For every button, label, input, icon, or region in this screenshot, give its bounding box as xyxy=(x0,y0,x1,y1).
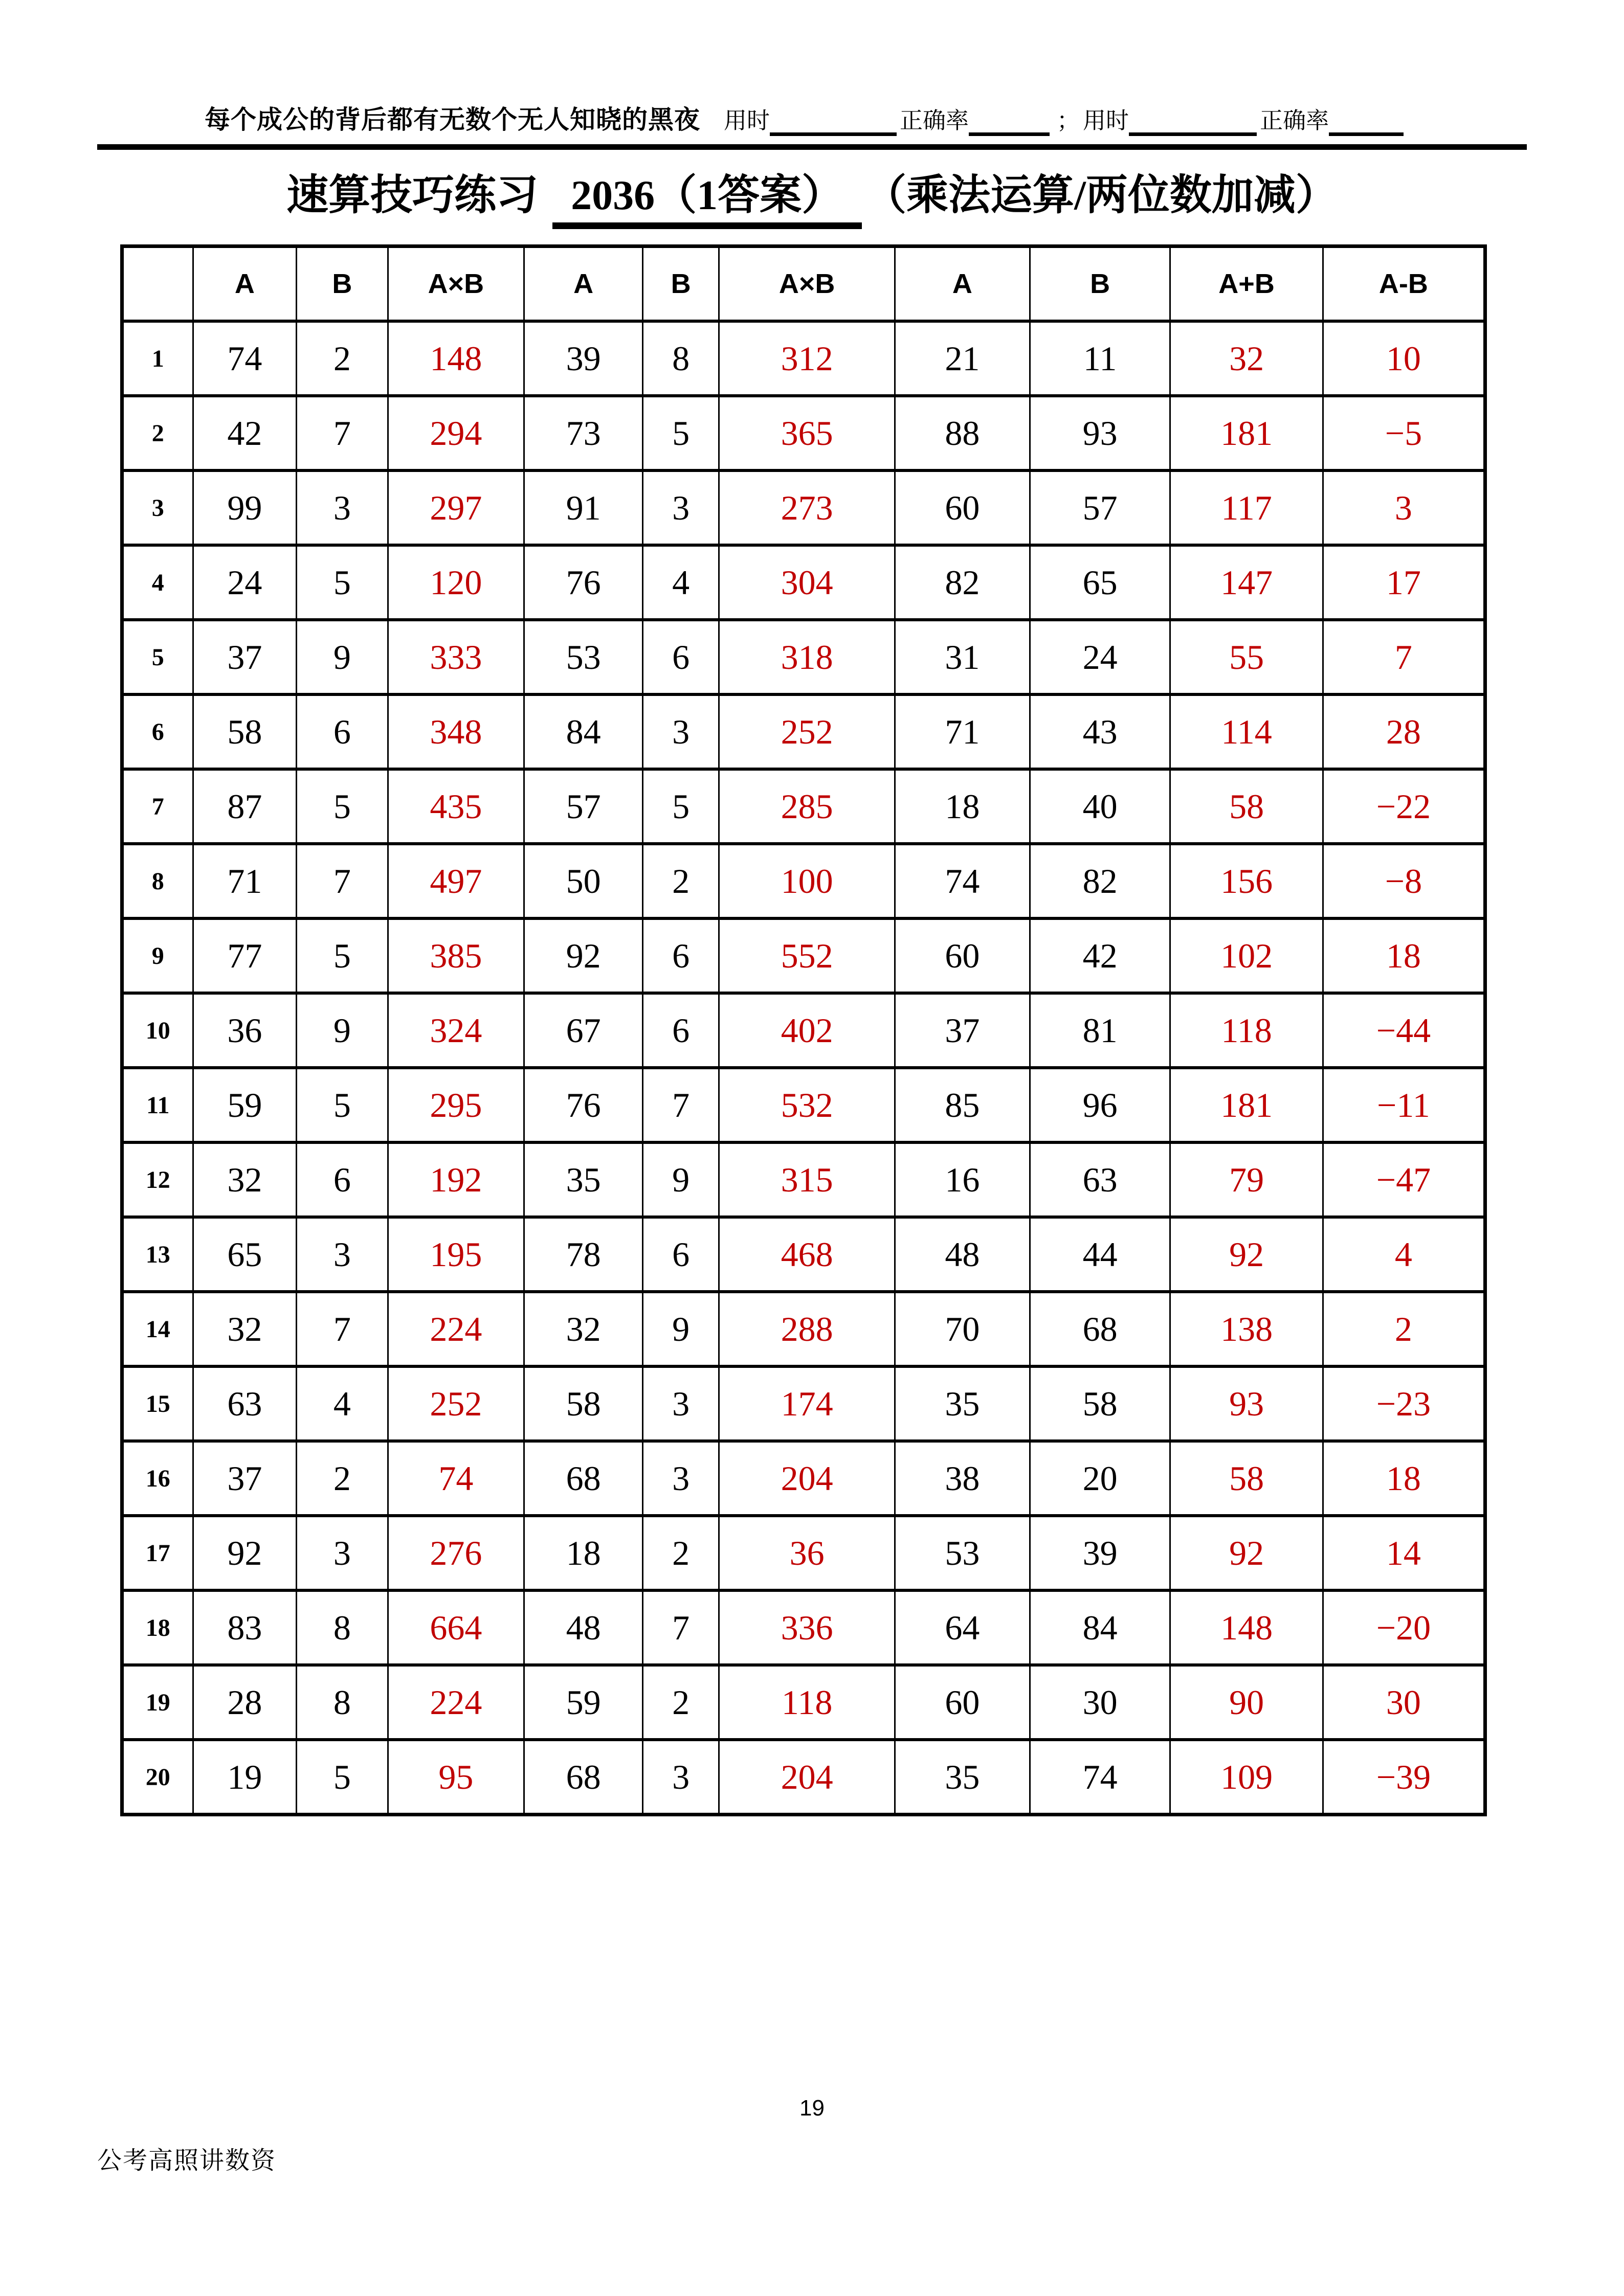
value-cell: 3 xyxy=(297,1217,388,1292)
answer-cell: 32 xyxy=(1170,321,1323,396)
value-cell: 53 xyxy=(895,1516,1030,1590)
answer-cell: 17 xyxy=(1323,545,1485,620)
answer-cell: 100 xyxy=(719,844,895,918)
time-label-2: 用时 xyxy=(1083,108,1129,133)
answer-cell: −23 xyxy=(1323,1366,1485,1441)
answer-cell: 117 xyxy=(1170,470,1323,545)
value-cell: 21 xyxy=(895,321,1030,396)
value-cell: 7 xyxy=(643,1590,719,1665)
value-cell: 50 xyxy=(524,844,643,918)
title-prefix: 速算技巧练习 xyxy=(286,172,539,218)
answer-cell: 148 xyxy=(1170,1590,1323,1665)
column-header: B xyxy=(643,246,719,322)
motto-text: 每个成公的背后都有无数个无人知晓的黑夜 xyxy=(205,105,700,134)
value-cell: 58 xyxy=(193,694,297,769)
value-cell: 6 xyxy=(297,1142,388,1217)
answer-cell: 295 xyxy=(388,1068,524,1142)
column-header: A xyxy=(895,246,1030,322)
table-row xyxy=(122,1217,1485,1292)
value-cell: 6 xyxy=(297,694,388,769)
answer-cell: 114 xyxy=(1170,694,1323,769)
value-cell: 4 xyxy=(643,545,719,620)
answer-cell: 252 xyxy=(388,1366,524,1441)
value-cell: 82 xyxy=(1030,844,1170,918)
answer-cell: −11 xyxy=(1323,1068,1485,1142)
answer-cell: 273 xyxy=(719,470,895,545)
answer-cell: −39 xyxy=(1323,1740,1485,1815)
value-cell: 28 xyxy=(193,1665,297,1740)
value-cell: 6 xyxy=(643,918,719,993)
answer-cell: 204 xyxy=(719,1441,895,1516)
answer-cell: 147 xyxy=(1170,545,1323,620)
answer-cell: 304 xyxy=(719,545,895,620)
answer-cell: 156 xyxy=(1170,844,1323,918)
row-number-cell: 1 xyxy=(122,321,193,396)
answer-cell: −8 xyxy=(1323,844,1485,918)
value-cell: 32 xyxy=(193,1142,297,1217)
value-cell: 3 xyxy=(643,1740,719,1815)
value-cell: 38 xyxy=(895,1441,1030,1516)
value-cell: 5 xyxy=(643,769,719,844)
answer-cell: 14 xyxy=(1323,1516,1485,1590)
table-row xyxy=(122,1068,1485,1142)
value-cell: 6 xyxy=(643,620,719,694)
value-cell: 88 xyxy=(895,396,1030,470)
value-cell: 5 xyxy=(297,918,388,993)
value-cell: 3 xyxy=(643,1366,719,1441)
value-cell: 40 xyxy=(1030,769,1170,844)
table-row xyxy=(122,1292,1485,1366)
value-cell: 5 xyxy=(643,396,719,470)
answer-cell: 28 xyxy=(1323,694,1485,769)
page-title xyxy=(0,162,1624,221)
answer-cell: 435 xyxy=(388,769,524,844)
value-cell: 3 xyxy=(297,1516,388,1590)
answer-cell: 285 xyxy=(719,769,895,844)
answer-cell: 55 xyxy=(1170,620,1323,694)
column-header: B xyxy=(297,246,388,322)
answer-cell: 224 xyxy=(388,1292,524,1366)
table-row xyxy=(122,1665,1485,1740)
value-cell: 5 xyxy=(297,1740,388,1815)
accuracy-label-2: 正确率 xyxy=(1260,108,1329,133)
table-row xyxy=(122,396,1485,470)
table-row xyxy=(122,1366,1485,1441)
value-cell: 59 xyxy=(193,1068,297,1142)
table-row xyxy=(122,769,1485,844)
value-cell: 19 xyxy=(193,1740,297,1815)
answer-cell: 532 xyxy=(719,1068,895,1142)
answer-cell: 92 xyxy=(1170,1217,1323,1292)
value-cell: 24 xyxy=(1030,620,1170,694)
table-row xyxy=(122,1590,1485,1665)
value-cell: 18 xyxy=(895,769,1030,844)
page-number: 19 xyxy=(799,2096,825,2121)
column-header: A+B xyxy=(1170,246,1323,322)
answer-cell: 312 xyxy=(719,321,895,396)
answer-cell: 18 xyxy=(1323,918,1485,993)
value-cell: 74 xyxy=(1030,1740,1170,1815)
value-cell: 58 xyxy=(524,1366,643,1441)
value-cell: 6 xyxy=(643,1217,719,1292)
answer-cell: 224 xyxy=(388,1665,524,1740)
answer-cell: 36 xyxy=(719,1516,895,1590)
table-row xyxy=(122,1142,1485,1217)
table-row xyxy=(122,694,1485,769)
value-cell: 93 xyxy=(1030,396,1170,470)
value-cell: 44 xyxy=(1030,1217,1170,1292)
answer-cell: 181 xyxy=(1170,396,1323,470)
value-cell: 32 xyxy=(524,1292,643,1366)
value-cell: 67 xyxy=(524,993,643,1068)
value-cell: 5 xyxy=(297,1068,388,1142)
table-row xyxy=(122,1441,1485,1516)
answer-cell: 3 xyxy=(1323,470,1485,545)
value-cell: 48 xyxy=(895,1217,1030,1292)
table-row xyxy=(122,321,1485,396)
value-cell: 87 xyxy=(193,769,297,844)
answer-cell: 2 xyxy=(1323,1292,1485,1366)
value-cell: 3 xyxy=(643,694,719,769)
row-number-cell: 13 xyxy=(122,1217,193,1292)
row-number-cell: 5 xyxy=(122,620,193,694)
table-row xyxy=(122,470,1485,545)
answer-cell: 92 xyxy=(1170,1516,1323,1590)
value-cell: 3 xyxy=(643,1441,719,1516)
table-row xyxy=(122,1740,1485,1815)
value-cell: 96 xyxy=(1030,1068,1170,1142)
value-cell: 7 xyxy=(643,1068,719,1142)
separator-text: ； xyxy=(1057,108,1080,133)
value-cell: 37 xyxy=(193,1441,297,1516)
value-cell: 92 xyxy=(193,1516,297,1590)
answer-cell: 4 xyxy=(1323,1217,1485,1292)
value-cell: 99 xyxy=(193,470,297,545)
answer-cell: 174 xyxy=(719,1366,895,1441)
value-cell: 43 xyxy=(1030,694,1170,769)
value-cell: 68 xyxy=(524,1441,643,1516)
value-cell: 16 xyxy=(895,1142,1030,1217)
table-row xyxy=(122,1516,1485,1590)
value-cell: 35 xyxy=(524,1142,643,1217)
answer-cell: 118 xyxy=(1170,993,1323,1068)
answer-cell: 385 xyxy=(388,918,524,993)
answer-cell: 118 xyxy=(719,1665,895,1740)
answer-cell: 102 xyxy=(1170,918,1323,993)
value-cell: 2 xyxy=(643,1665,719,1740)
footer-brand: 公考高照讲数资 xyxy=(97,2147,277,2174)
value-cell: 35 xyxy=(895,1740,1030,1815)
value-cell: 24 xyxy=(193,545,297,620)
answer-cell: 90 xyxy=(1170,1665,1323,1740)
value-cell: 3 xyxy=(643,470,719,545)
value-cell: 7 xyxy=(297,396,388,470)
answer-cell: 10 xyxy=(1323,321,1485,396)
accuracy-blank-2 xyxy=(1329,109,1404,136)
row-number-cell: 4 xyxy=(122,545,193,620)
score-fields xyxy=(721,108,1404,133)
header-divider xyxy=(97,144,1527,150)
value-cell: 60 xyxy=(895,470,1030,545)
value-cell: 3 xyxy=(297,470,388,545)
row-number-cell: 18 xyxy=(122,1590,193,1665)
value-cell: 63 xyxy=(193,1366,297,1441)
answer-cell: 348 xyxy=(388,694,524,769)
answer-cell: 58 xyxy=(1170,769,1323,844)
answer-cell: 181 xyxy=(1170,1068,1323,1142)
answer-cell: 497 xyxy=(388,844,524,918)
answer-cell: 297 xyxy=(388,470,524,545)
value-cell: 59 xyxy=(524,1665,643,1740)
column-header: B xyxy=(1030,246,1170,322)
answer-cell: −47 xyxy=(1323,1142,1485,1217)
value-cell: 35 xyxy=(895,1366,1030,1441)
value-cell: 4 xyxy=(297,1366,388,1441)
answer-cell: 365 xyxy=(719,396,895,470)
row-number-cell: 9 xyxy=(122,918,193,993)
column-header: A xyxy=(193,246,297,322)
value-cell: 42 xyxy=(1030,918,1170,993)
table-row xyxy=(122,545,1485,620)
value-cell: 76 xyxy=(524,545,643,620)
answer-cell: 195 xyxy=(388,1217,524,1292)
value-cell: 8 xyxy=(297,1590,388,1665)
column-header: A×B xyxy=(719,246,895,322)
row-number-cell: 2 xyxy=(122,396,193,470)
value-cell: 84 xyxy=(1030,1590,1170,1665)
value-cell: 32 xyxy=(193,1292,297,1366)
value-cell: 42 xyxy=(193,396,297,470)
answer-cell: 58 xyxy=(1170,1441,1323,1516)
value-cell: 20 xyxy=(1030,1441,1170,1516)
row-number-cell: 8 xyxy=(122,844,193,918)
row-number-cell: 15 xyxy=(122,1366,193,1441)
answer-cell: 288 xyxy=(719,1292,895,1366)
value-cell: 81 xyxy=(1030,993,1170,1068)
value-cell: 8 xyxy=(297,1665,388,1740)
value-cell: 2 xyxy=(643,844,719,918)
value-cell: 36 xyxy=(193,993,297,1068)
answer-cell: 336 xyxy=(719,1590,895,1665)
row-number-cell: 16 xyxy=(122,1441,193,1516)
value-cell: 65 xyxy=(1030,545,1170,620)
value-cell: 7 xyxy=(297,844,388,918)
value-cell: 11 xyxy=(1030,321,1170,396)
answer-cell: 664 xyxy=(388,1590,524,1665)
value-cell: 6 xyxy=(643,993,719,1068)
row-number-cell: 20 xyxy=(122,1740,193,1815)
answer-cell: 148 xyxy=(388,321,524,396)
value-cell: 71 xyxy=(193,844,297,918)
value-cell: 60 xyxy=(895,1665,1030,1740)
answer-cell: 79 xyxy=(1170,1142,1323,1217)
value-cell: 9 xyxy=(643,1292,719,1366)
value-cell: 83 xyxy=(193,1590,297,1665)
value-cell: 76 xyxy=(524,1068,643,1142)
value-cell: 30 xyxy=(1030,1665,1170,1740)
value-cell: 31 xyxy=(895,620,1030,694)
value-cell: 58 xyxy=(1030,1366,1170,1441)
answer-cell: 315 xyxy=(719,1142,895,1217)
answer-cell: 138 xyxy=(1170,1292,1323,1366)
table-row xyxy=(122,993,1485,1068)
row-number-cell: 17 xyxy=(122,1516,193,1590)
value-cell: 18 xyxy=(524,1516,643,1590)
practice-table xyxy=(120,244,1487,1816)
answer-cell: 333 xyxy=(388,620,524,694)
row-number-header xyxy=(122,246,193,322)
row-number-cell: 19 xyxy=(122,1665,193,1740)
column-header: A xyxy=(524,246,643,322)
value-cell: 68 xyxy=(524,1740,643,1815)
answer-cell: −22 xyxy=(1323,769,1485,844)
row-number-cell: 10 xyxy=(122,993,193,1068)
table-row xyxy=(122,918,1485,993)
answer-cell: 74 xyxy=(388,1441,524,1516)
value-cell: 57 xyxy=(524,769,643,844)
row-number-cell: 7 xyxy=(122,769,193,844)
value-cell: 2 xyxy=(297,1441,388,1516)
column-header: A-B xyxy=(1323,246,1485,322)
value-cell: 63 xyxy=(1030,1142,1170,1217)
value-cell: 39 xyxy=(1030,1516,1170,1590)
answer-cell: −5 xyxy=(1323,396,1485,470)
answer-cell: 93 xyxy=(1170,1366,1323,1441)
value-cell: 84 xyxy=(524,694,643,769)
answer-cell: 318 xyxy=(719,620,895,694)
row-number-cell: 14 xyxy=(122,1292,193,1366)
answer-cell: 324 xyxy=(388,993,524,1068)
value-cell: 91 xyxy=(524,470,643,545)
answer-cell: −44 xyxy=(1323,993,1485,1068)
table-row xyxy=(122,620,1485,694)
value-cell: 74 xyxy=(895,844,1030,918)
value-cell: 82 xyxy=(895,545,1030,620)
time-blank-2 xyxy=(1129,109,1257,136)
value-cell: 71 xyxy=(895,694,1030,769)
value-cell: 77 xyxy=(193,918,297,993)
value-cell: 92 xyxy=(524,918,643,993)
answer-cell: −20 xyxy=(1323,1590,1485,1665)
value-cell: 37 xyxy=(895,993,1030,1068)
value-cell: 64 xyxy=(895,1590,1030,1665)
value-cell: 2 xyxy=(643,1516,719,1590)
value-cell: 65 xyxy=(193,1217,297,1292)
value-cell: 7 xyxy=(297,1292,388,1366)
row-number-cell: 12 xyxy=(122,1142,193,1217)
value-cell: 5 xyxy=(297,545,388,620)
answer-cell: 204 xyxy=(719,1740,895,1815)
value-cell: 8 xyxy=(643,321,719,396)
time-label-1: 用时 xyxy=(724,108,770,133)
table-header-row xyxy=(122,246,1485,322)
answer-cell: 192 xyxy=(388,1142,524,1217)
time-blank-1 xyxy=(770,109,897,136)
title-subject: （乘法运算/两位数加减） xyxy=(885,172,1338,218)
value-cell: 73 xyxy=(524,396,643,470)
answer-cell: 30 xyxy=(1323,1665,1485,1740)
value-cell: 74 xyxy=(193,321,297,396)
value-cell: 9 xyxy=(297,993,388,1068)
page-header xyxy=(97,99,1509,136)
answer-cell: 95 xyxy=(388,1740,524,1815)
answer-cell: 276 xyxy=(388,1516,524,1590)
value-cell: 5 xyxy=(297,769,388,844)
value-cell: 2 xyxy=(297,321,388,396)
row-number-cell: 3 xyxy=(122,470,193,545)
answer-cell: 468 xyxy=(719,1217,895,1292)
answer-cell: 109 xyxy=(1170,1740,1323,1815)
answer-cell: 120 xyxy=(388,545,524,620)
value-cell: 53 xyxy=(524,620,643,694)
table-row xyxy=(122,844,1485,918)
value-cell: 57 xyxy=(1030,470,1170,545)
answer-cell: 552 xyxy=(719,918,895,993)
value-cell: 37 xyxy=(193,620,297,694)
table-body xyxy=(122,321,1485,1815)
answer-cell: 7 xyxy=(1323,620,1485,694)
answer-cell: 18 xyxy=(1323,1441,1485,1516)
answer-cell: 252 xyxy=(719,694,895,769)
value-cell: 78 xyxy=(524,1217,643,1292)
value-cell: 60 xyxy=(895,918,1030,993)
value-cell: 85 xyxy=(895,1068,1030,1142)
row-number-cell: 6 xyxy=(122,694,193,769)
title-number: 2036（1答案） xyxy=(552,172,862,229)
row-number-cell: 11 xyxy=(122,1068,193,1142)
value-cell: 48 xyxy=(524,1590,643,1665)
value-cell: 9 xyxy=(643,1142,719,1217)
answer-cell: 294 xyxy=(388,396,524,470)
value-cell: 68 xyxy=(1030,1292,1170,1366)
column-header: A×B xyxy=(388,246,524,322)
value-cell: 9 xyxy=(297,620,388,694)
answer-cell: 402 xyxy=(719,993,895,1068)
accuracy-label-1: 正确率 xyxy=(900,108,969,133)
value-cell: 39 xyxy=(524,321,643,396)
accuracy-blank-1 xyxy=(969,109,1050,136)
value-cell: 70 xyxy=(895,1292,1030,1366)
